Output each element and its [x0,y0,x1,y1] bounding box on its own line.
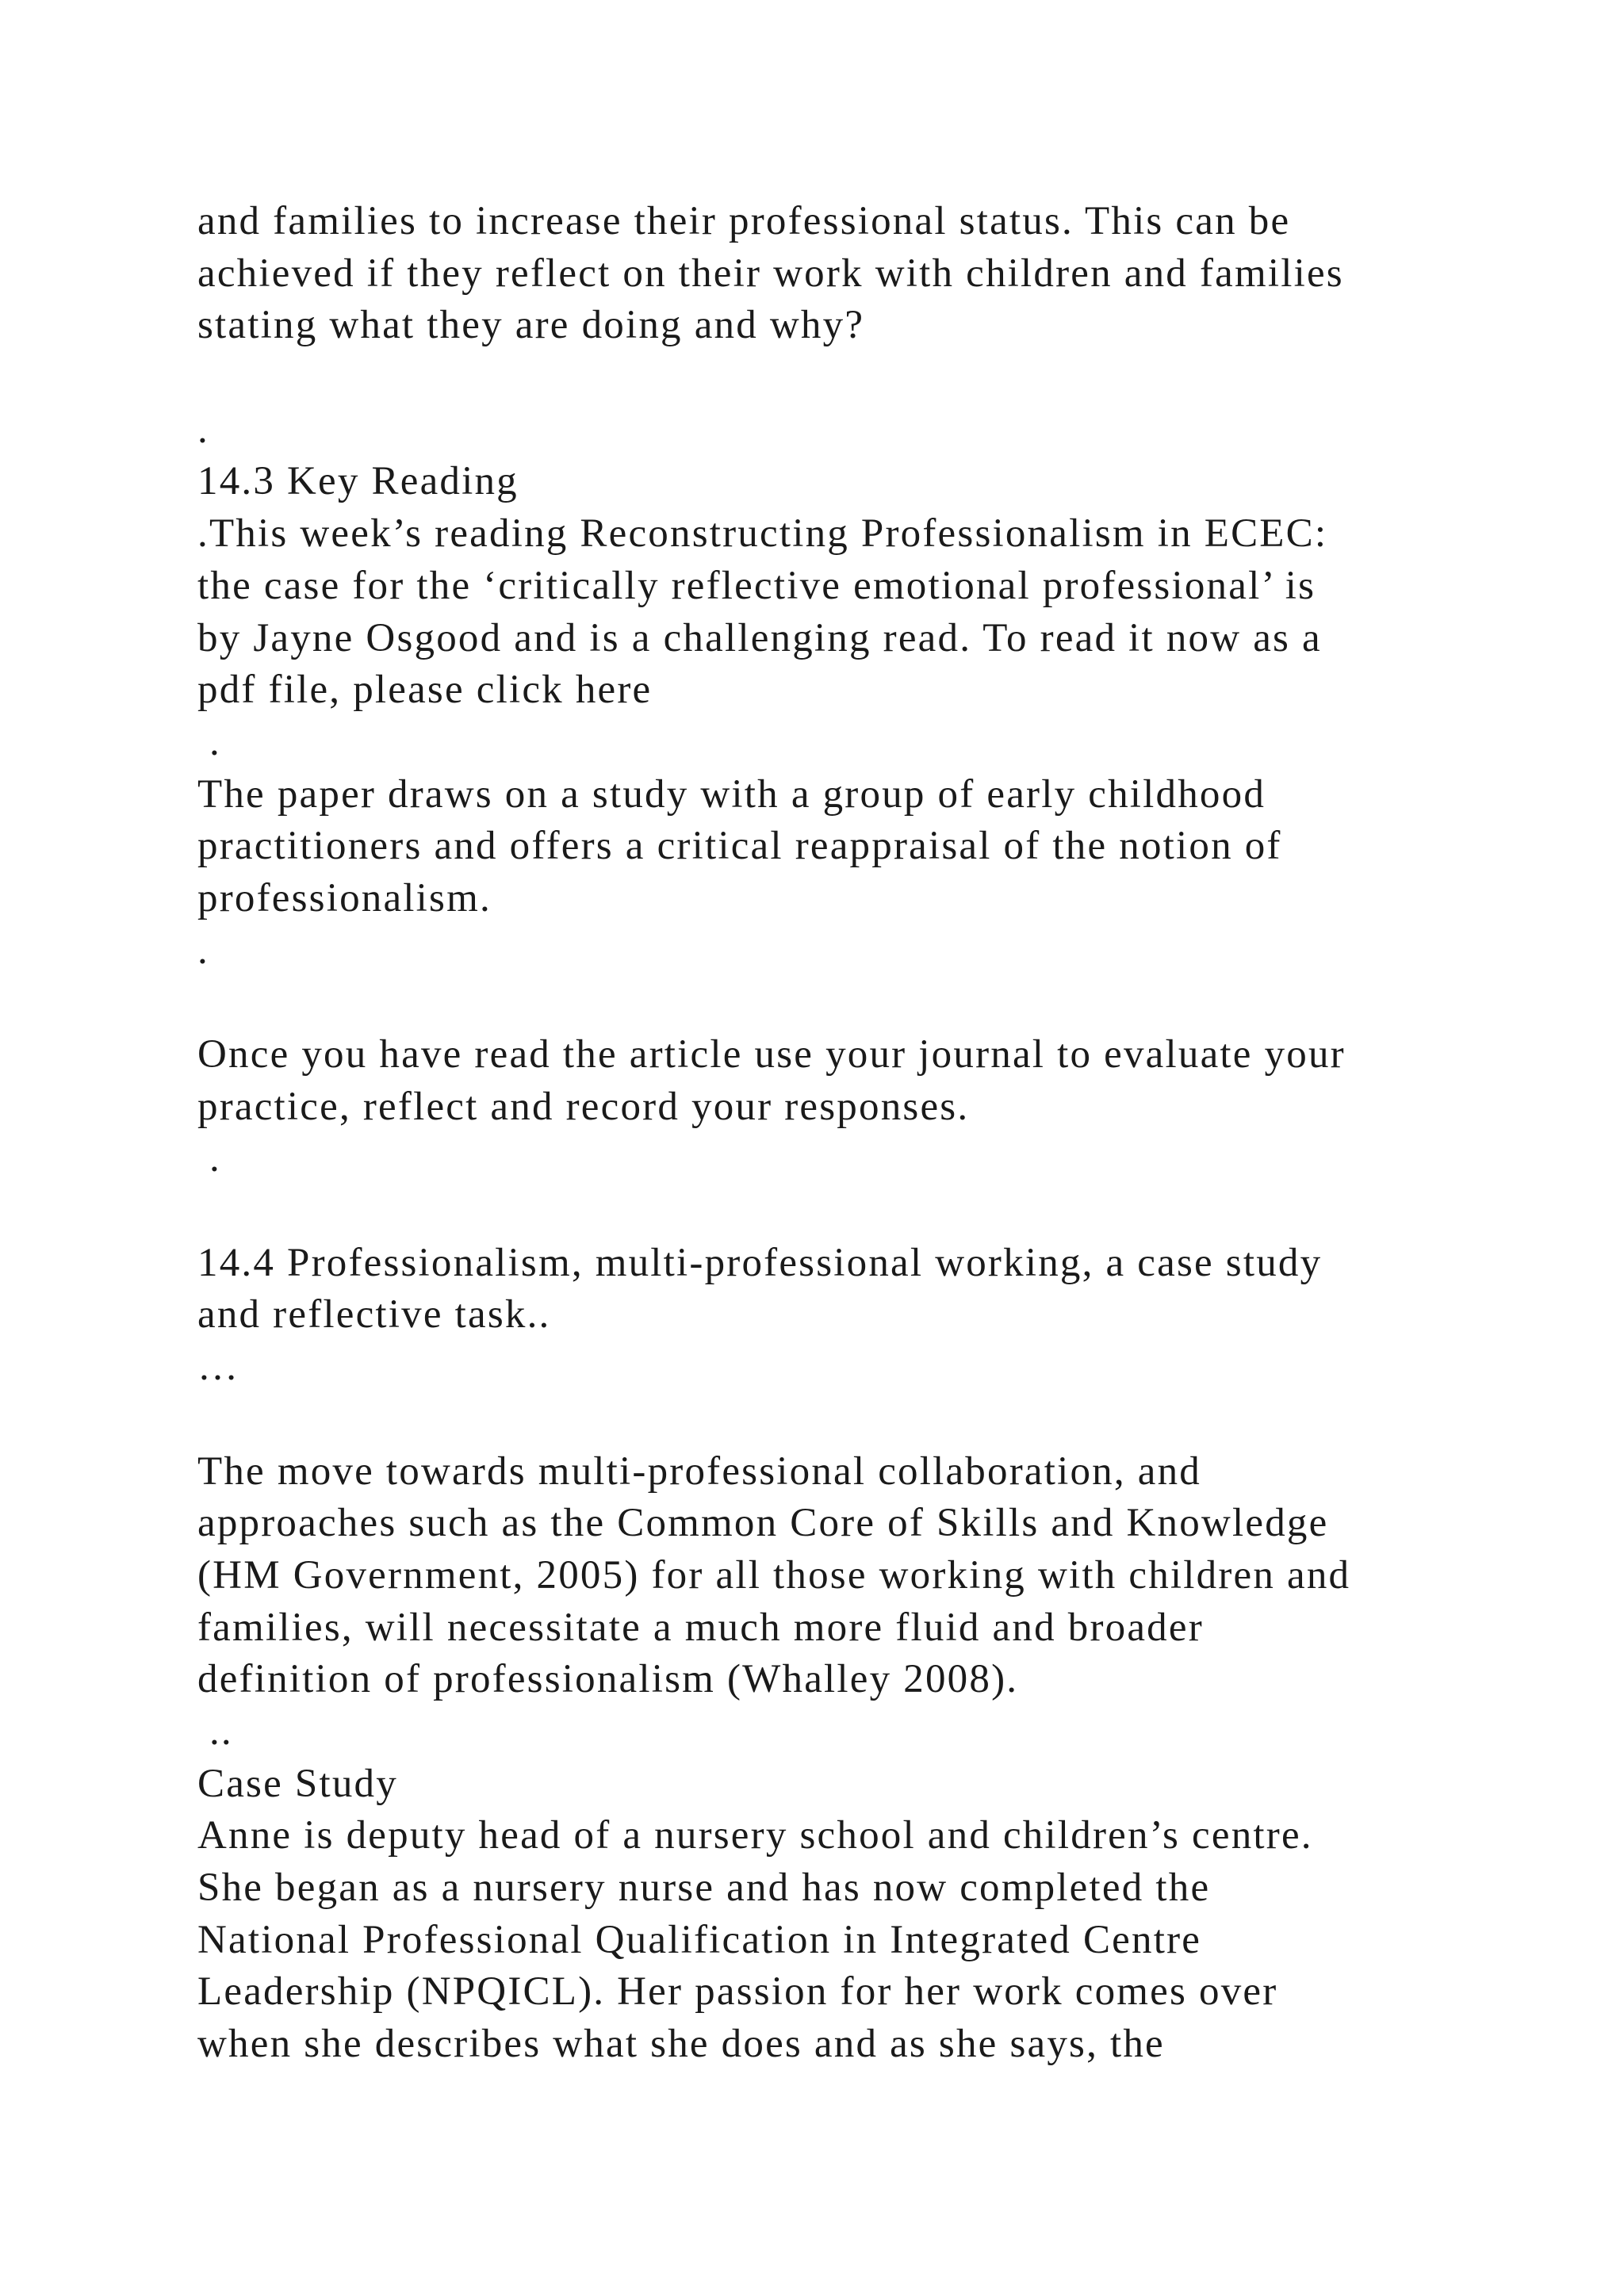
body-line: National Professional Qualification in Integrated Centre [197,1917,1202,1962]
separator-ellipsis: … [197,1345,240,1390]
case-study-heading: Case Study [197,1761,398,1806]
body-line: Once you have read the article use your journal to evaluate your [197,1032,1346,1077]
body-line: She began as a nursery nurse and has now completed the [197,1866,1211,1910]
body-line: practice, reflect and record your responses. [197,1084,970,1129]
blank-line [197,1185,1545,1238]
body-line: Leadership (NPQICL). Her passion for her work comes over [197,1969,1278,2015]
document-body [197,196,1545,2071]
body-line: Anne is deputy head of a nursery school and children’s centre. [197,1813,1313,1858]
body-line: The move towards multi-professional collaboration, and [197,1448,1202,1494]
body-line: families, will necessitate a much more fluid and broader [197,1605,1204,1650]
body-line: The paper draws on a study with a group of early childhood [197,771,1266,817]
separator-dots: .. [197,1709,233,1754]
body-line: pdf file, please click here [197,668,653,713]
body-line: achieved if they reflect on their work with children and families [197,251,1344,296]
body-line: stating what they are doing and why? [197,303,865,348]
section-heading: 14.3 Key Reading [197,459,519,504]
section-heading: and reflective task.. [197,1292,551,1337]
body-line: practitioners and offers a critical reappraisal of the notion of [197,824,1282,869]
section-heading: 14.4 Professionalism, multi-professional working, a case study [197,1240,1323,1285]
body-line: (HM Government, 2005) for all those working with children and [197,1552,1351,1598]
body-line: when she describes what she does and as she says, the [197,2022,1165,2067]
body-line: .This week’s reading Reconstructing Professionalism in ECEC: [197,511,1328,557]
separator-dot: . [197,928,209,973]
body-line: definition of professionalism (Whalley 2008). [197,1657,1019,1702]
body-line: by Jayne Osgood and is a challenging read. To read it now as a [197,615,1322,660]
separator-dot: . [197,407,209,452]
body-line: approaches such as the Common Core of Skills and Knowledge [197,1501,1329,1546]
body-line: the case for the ‘critically reflective emotional professional’ is [197,563,1316,608]
separator-dot: . [197,1136,221,1181]
blank-line [197,977,1545,1029]
blank-line [197,352,1545,404]
body-line: and families to increase their professional status. This can be [197,199,1291,243]
blank-line [197,1394,1545,1446]
separator-dot: . [197,719,221,764]
body-line: professionalism. [197,875,492,920]
